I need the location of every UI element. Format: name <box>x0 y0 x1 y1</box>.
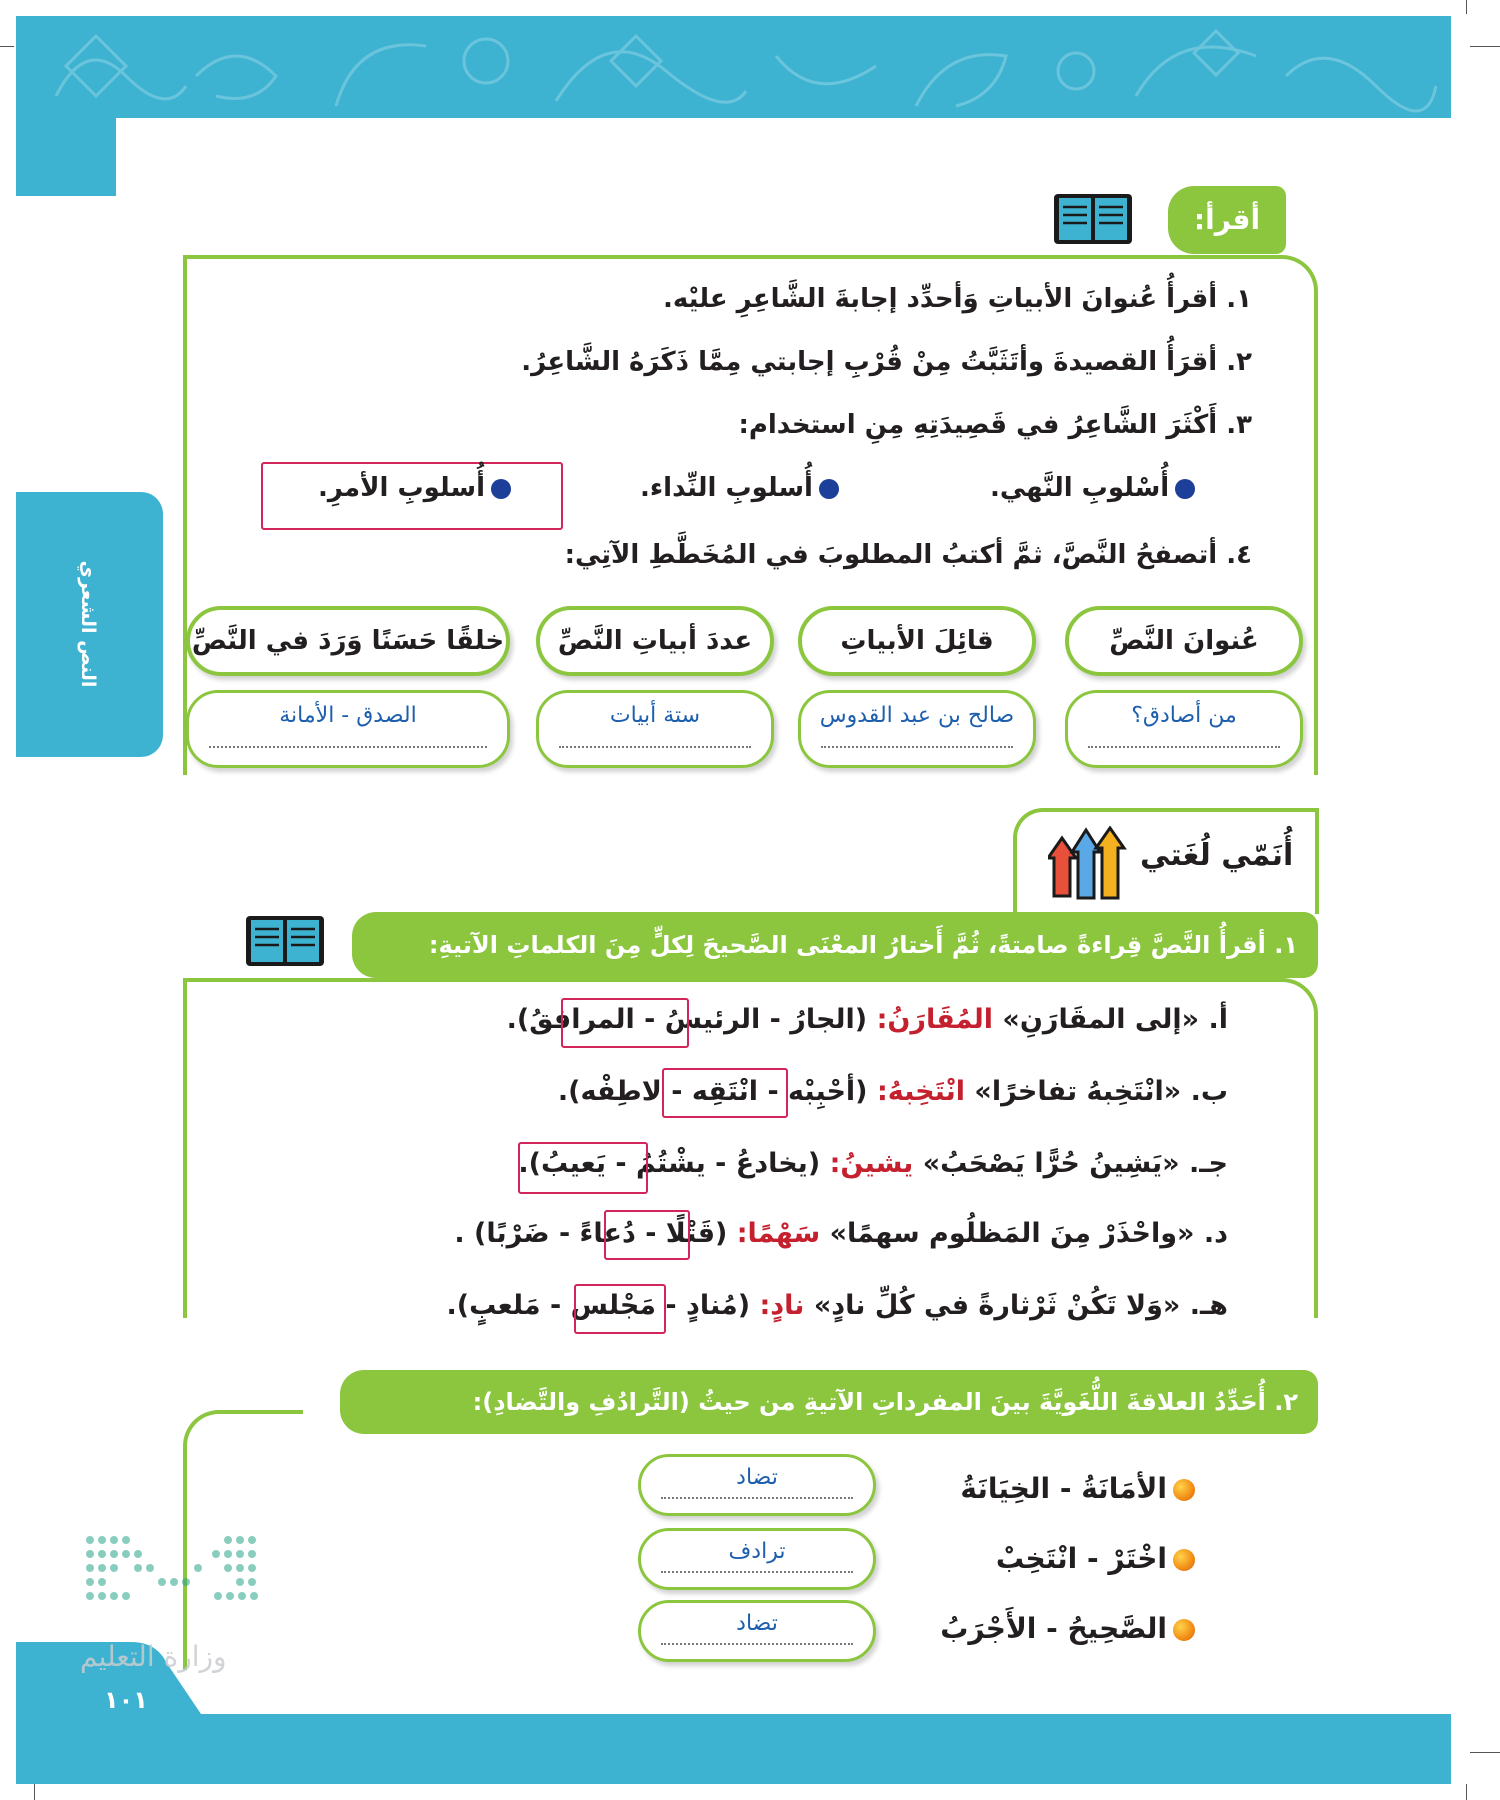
option-prohibition[interactable] <box>990 473 1195 503</box>
q2-heading: ٢. أُحَدِّدُ العلاقةَ اللُّغَويَّةَ بينَ المفرداتِ الآتيةِ من حيثُ (التَّرادُفِ والتَّضادِ): <box>340 1370 1318 1434</box>
book-icon <box>1052 190 1134 248</box>
option-label: أُسلوبِ النِّداء. <box>640 473 813 503</box>
option-imperative[interactable] <box>318 473 511 503</box>
q1-c-selected-box <box>518 1142 648 1194</box>
q1-e-selected-box <box>574 1284 666 1334</box>
read-item-4: ٤. أتصفحُ النَّصَّ، ثمَّ أكتبُ المطلوبَ في المُخَطَّطِ الآتِي: <box>564 540 1252 570</box>
read-item-1: ١. أقرأُ عُنوانَ الأبياتِ وَأحدِّد إجابةَ الشَّاعِرِ عليْه. <box>662 284 1252 314</box>
calligraphy-pattern <box>16 16 1451 118</box>
q1-item-a: أ. «إلى المقَارَنِ» المُقَارَنُ: (الجارُ - الرئيسُ - المرافقُ). <box>506 1004 1228 1035</box>
diagram-header-verses: عددَ أبياتِ النَّصِّ <box>536 606 774 676</box>
page-number: ١٠١ <box>104 1686 148 1714</box>
diagram-header-title: عُنوانَ النَّصِّ <box>1065 606 1303 676</box>
q1-item-b: ب. «انْتَخِبهُ تفاخرًا» انْتَخِبهُ: (أحْبِبْه - انْتَقِه - لاطِفْه). <box>557 1076 1228 1107</box>
read-item-3: ٣. أَكْثَرَ الشَّاعِرُ في قَصِيدَتِهِ مِنِ استخدام: <box>738 410 1252 440</box>
top-banner <box>16 16 1451 118</box>
diagram-header-trait: خلقًا حَسَنًا وَرَدَ في النَّصِّ <box>186 606 510 676</box>
q1-b-selected-box <box>662 1068 788 1118</box>
option-label: أُسْلوبِ النَّهي. <box>990 473 1170 503</box>
q2-item-2: اخْتَرْ - انْتَخِبْ <box>996 1542 1195 1575</box>
diagram-answer-poet[interactable]: صالح بن عبد القدوس <box>798 690 1036 768</box>
q2-item-1: الأمَانَةُ - الخِيَانَةُ <box>960 1472 1195 1505</box>
ministry-name: وزارة التعليم <box>80 1640 227 1673</box>
vocab-title: أُنَمّي لُغَتي <box>1140 838 1294 873</box>
diagram-answer-verses[interactable]: ستة أبيات <box>536 690 774 768</box>
q1-a-selected-box <box>561 998 689 1048</box>
diagram-header-poet: قائِلَ الأبياتِ <box>798 606 1036 676</box>
orange-bullet-icon <box>1173 1619 1195 1641</box>
option-vocative[interactable] <box>640 473 839 503</box>
book-icon <box>244 912 326 970</box>
option-label: أُسلوبِ الأمرِ. <box>318 473 485 503</box>
read-item-2: ٢. أقرَأُ القصيدةَ وأتَثَبَّتُ مِنْ قُرْبِ إجابتي مِمَّا ذَكَرَهُ الشَّاعِرُ. <box>521 347 1252 377</box>
q1-item-e: هـ. «وَلا تَكُنْ ثَرْثارةً في كُلِّ نادٍ» نادٍ: (مُنادٍ - مَجْلس - مَلعبٍ). <box>446 1290 1228 1321</box>
bullet-dot-icon <box>1175 479 1195 499</box>
q2-answer-3[interactable]: تضاد <box>638 1600 876 1662</box>
q1-item-d: د. «واحْذَرْ مِنَ المَظلُوم سهمًا» سَهْمًا: (قَتْلًا - دُعاءً - ضَرْبًا) . <box>454 1218 1228 1249</box>
bullet-dot-icon <box>491 479 511 499</box>
diagram-answer-title[interactable]: من أصادق؟ <box>1065 690 1303 768</box>
q2-item-3: الصَّحِيحُ - الأَجْرَبُ <box>940 1612 1195 1645</box>
bullet-dot-icon <box>819 479 839 499</box>
q2-answer-1[interactable]: تضاد <box>638 1454 876 1516</box>
q1-d-selected-box <box>604 1210 690 1260</box>
q1-heading: ١. أقرأُ النَّصَّ قِراءةً صامتةً، ثُمَّ أَختارُ المعْنَى الصَّحيحَ لِكلٍّ مِنَ الكلماتِ الآتيةِ: <box>352 912 1318 978</box>
q1-item-c: جـ. «يَشِينُ حُرًّا يَصْحَبُ» يشينُ: (يخادعُ - يشْتُمُ - يَعيبُ). <box>518 1148 1228 1179</box>
diagram-answer-trait[interactable]: الصدق - الأمانة <box>186 690 510 768</box>
banner-side-strip <box>16 118 116 196</box>
growth-arrows-icon <box>1048 826 1132 904</box>
section-label: النص الشعري <box>77 560 99 688</box>
orange-bullet-icon <box>1173 1479 1195 1501</box>
read-tab: أقرأ: <box>1168 186 1286 254</box>
orange-bullet-icon <box>1173 1549 1195 1571</box>
q2-answer-2[interactable]: ترادف <box>638 1528 876 1590</box>
